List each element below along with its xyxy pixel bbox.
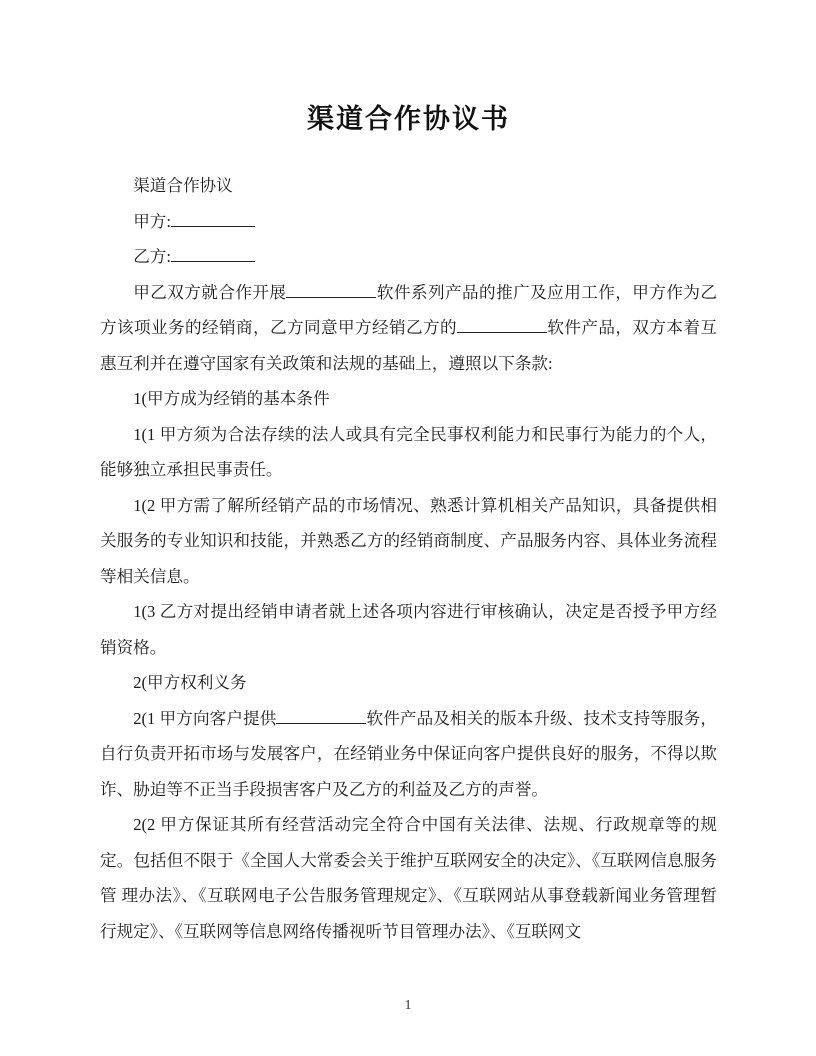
paragraph [100,168,717,204]
text-run: 2(1 甲方向客户提供 [133,708,277,728]
paragraph [100,701,717,808]
text-run: 1(甲方成为经销的基本条件 [133,389,330,408]
text-run: 甲方: [133,211,171,231]
paragraph [100,594,717,665]
text-run: 乙方: [133,247,171,266]
fill-in-blank [457,317,547,333]
paragraph [100,239,717,275]
text-run: 2(甲方权利义务 [133,673,247,692]
fill-in-blank [171,246,255,262]
document-title: 渠道合作协议书 [307,104,510,134]
text-run: 软件产品，双方本着互惠互利并在遵守国家有关政策和法规的基础上，遵照以下条款: [100,318,717,373]
paragraph [100,665,717,701]
paragraph [100,204,717,240]
paragraph [100,807,717,949]
text-run: 甲乙双方就合作开展 [133,282,287,302]
text-run: 1(2 甲方需了解所经销产品的市场情况、熟悉计算机相关产品知识，具备提供相关服务的专业知识和技能，并熟悉乙方的经销商制度、产品服务内容、具体业务流程等相关信息。 [100,495,717,586]
fill-in-blank [276,708,366,724]
fill-in-blank [171,211,255,227]
paragraph [100,417,717,488]
text-run: 软件系列产品的推广及应用工作，甲方作为乙方该项业务的经销商，乙方同意甲方经销乙方的 [100,282,718,337]
text-run: 1(3 乙方对提出经销申请者就上述各项内容进行审核确认，决定是否授予甲方经销资格。 [100,602,717,657]
page-number: 1 [404,998,412,1013]
text-run: 2(2 甲方保证其所有经营活动完全符合中国有关法律、法规、行政规章等的规定。包括但不限于《全国人大常委会关于维护互联网安全的决定》、《互联网信息服务管 理办法》、《互联网电子公告服务管理规定》、《互联网站从事登载新闻业务管理暂行规定》、《互联网等信息网络传播视听节目管理办法》、《互联网文 [100,815,717,941]
paragraph [100,381,717,417]
fill-in-blank [286,282,376,298]
paragraph [100,488,717,595]
text-run: 渠道合作协议 [133,176,233,195]
paragraph [100,275,717,382]
text-run: 1(1 甲方须为合法存续的法人或具有完全民事权利能力和民事行为能力的个人，能够独立承担民事责任。 [100,424,717,479]
text-run: 软件产品及相关的版本升级、技术支持等服务，自行负责开拓市场与发展客户，在经销业务中保证向客户提供良好的服务，不得以欺诈、胁迫等不正当手段损害客户及乙方的利益及乙方的声誉。 [100,708,717,799]
document-body [100,168,717,949]
